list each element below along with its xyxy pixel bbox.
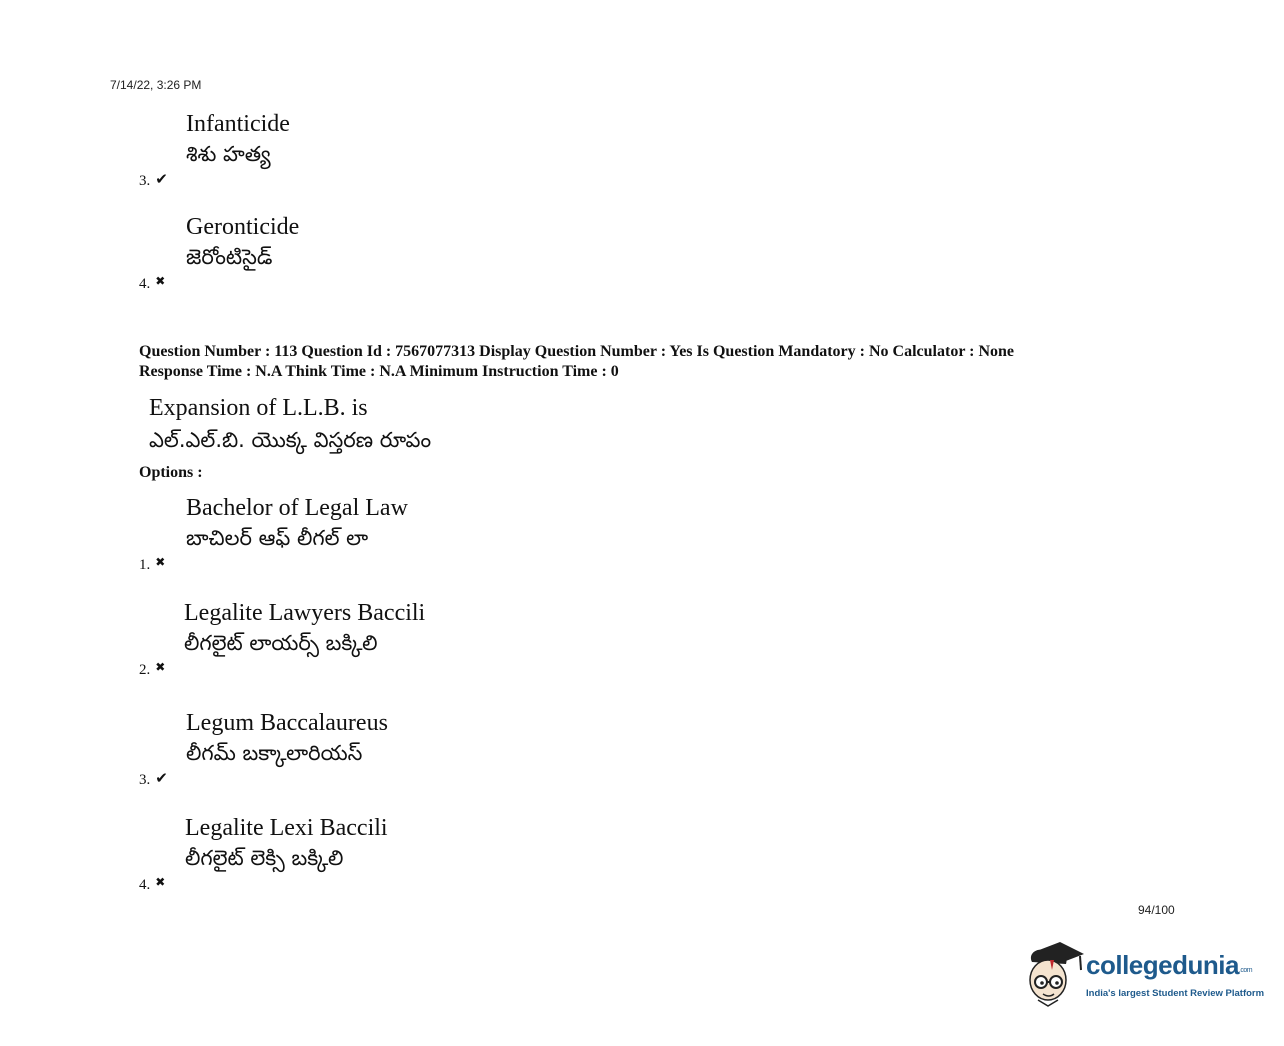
question-meta-line-2: Response Time : N.A Think Time : N.A Minimum Instruction Time : 0 [139, 363, 619, 380]
option-number: 1. ✖ [139, 555, 166, 573]
page-number: 94/100 [1138, 903, 1175, 917]
cross-icon: ✖ [155, 875, 166, 889]
question-text-telugu: ఎల్.ఎల్.బి. యొక్క విస్తరణ రూపం [149, 428, 432, 452]
print-timestamp: 7/14/22, 3:26 PM [110, 78, 202, 92]
option-number: 2. ✖ [139, 660, 166, 678]
option-2 [0, 599, 800, 679]
collegedunia-logo [1024, 940, 1264, 1010]
option-telugu-text: లీగలైట్ లాయర్స్ బక్కిలి [184, 631, 378, 655]
option-number: 4. ✖ [139, 875, 166, 893]
option-telugu-text: శిశు హత్య [186, 142, 271, 166]
cross-icon: ✖ [155, 274, 166, 288]
check-icon: ✔ [155, 170, 168, 188]
logo-tagline: India's largest Student Review Platform [1086, 988, 1265, 999]
option-english-text: Legum Baccalaureus [186, 710, 388, 736]
mascot-icon [1024, 940, 1086, 1010]
option-1 [0, 494, 800, 574]
question-text-english: Expansion of L.L.B. is [149, 395, 368, 421]
cross-icon: ✖ [155, 555, 166, 569]
question-meta-line-1: Question Number : 113 Question Id : 7567077313 Display Question Number : Yes Is Question Mandatory : No Calculator : None [139, 343, 1015, 360]
options-label: Options : [139, 464, 203, 481]
option-number: 3. ✔ [139, 170, 168, 189]
cross-icon: ✖ [155, 660, 166, 674]
option-english-text: Legalite Lawyers Baccili [184, 600, 426, 626]
option-4 [0, 814, 800, 894]
option-telugu-text: జెరోంటిసైడ్ [186, 245, 273, 269]
prev-option-4 [0, 213, 800, 293]
option-telugu-text: బాచిలర్ ఆఫ్ లీగల్ లా [186, 526, 369, 550]
prev-option-3 [0, 110, 800, 190]
option-number: 3. ✔ [139, 769, 168, 788]
option-telugu-text: లీగలైట్ లెక్సి బక్కిలి [185, 846, 344, 870]
question-meta [139, 342, 1014, 382]
logo-wordmark: collegedunia.com [1086, 950, 1253, 980]
option-3 [0, 709, 800, 789]
option-telugu-text: లీగమ్ బక్కాలారియస్ [186, 741, 363, 765]
option-english-text: Geronticide [186, 214, 300, 240]
option-english-text: Legalite Lexi Baccili [185, 815, 388, 841]
option-english-text: Infanticide [186, 111, 290, 137]
option-number: 4. ✖ [139, 274, 166, 292]
check-icon: ✔ [155, 769, 168, 787]
option-english-text: Bachelor of Legal Law [186, 495, 408, 521]
